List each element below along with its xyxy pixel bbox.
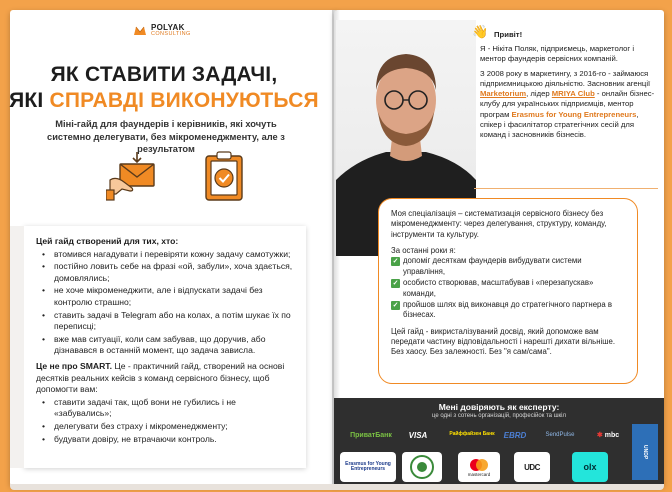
mbc-text: mbc: [604, 431, 620, 439]
list-item: • не хоче мікроменеджити, але і відпускати задачі без контролю страшно;: [36, 285, 294, 308]
erasmus-highlight: Erasmus for Young Entrepreneurs: [511, 109, 637, 119]
raiffeisen-logo: Райффайзен Банк: [449, 431, 495, 438]
list-item: • делегувати без страху і мікроменеджменту;: [36, 421, 294, 433]
check-icon: ✓: [392, 301, 399, 309]
bio-text: , лідер: [526, 89, 552, 99]
specialization-box: [378, 198, 638, 384]
audience-box: [24, 226, 306, 468]
mriya-club-link[interactable]: MRIYA Club: [551, 89, 595, 99]
author-bio: [480, 30, 658, 144]
not-smart-paragraph: [36, 361, 294, 396]
spec-intro: Моя спеціалізація – систематизація сервісного бізнесу без мікроменеджменту: через делегування, структуру, команду, інструменти та культуру.: [391, 209, 607, 239]
page-edge: [10, 484, 664, 490]
hand-envelope-icon: [106, 150, 162, 202]
title-line-2-accent: СПРАВДІ ВИКОНУЮТЬСЯ: [49, 88, 319, 112]
marketorium-link[interactable]: Marketorium: [480, 89, 527, 99]
crown-icon: [133, 24, 147, 38]
list-item: • втомився нагадувати і перевіряти кожну задачу самотужки;: [36, 249, 294, 261]
bio-career: [480, 69, 658, 141]
list-item: • ставить задачі в Telegram або на колах, а потім шукає їх по переписці;: [36, 310, 294, 333]
list-item: • постійно ловить себе на фразі «ой, забули», хоча здається, домовлялись;: [36, 261, 294, 284]
spec-years-heading: За останні роки я:: [391, 246, 456, 256]
privatbank-logo: ПриватБанк: [350, 431, 392, 439]
bio-intro: Я - Нікіта Поляк, підприємець, маркетолог і ментор фаундерів сервісних компаній.: [480, 44, 635, 64]
page-subtitle: Міні-гайд для фаундерів і керівників, які хочуть системно делегувати, без мікроменеджменту, але з результатом: [47, 119, 285, 155]
brand-logo: [133, 24, 191, 38]
mbc-mark-icon: ✱: [596, 432, 603, 439]
clipboard-check-icon: [200, 150, 248, 202]
check-icon: ✓: [392, 258, 399, 266]
waving-hand-icon: 👋: [472, 24, 489, 39]
partners-title: Мені довіряють як експерту:: [438, 402, 560, 412]
not-smart-text: Це - практичний гайд, створений на основі десятків реальних кейсів з команд сервісного бізнесу, щоб допомогти вам:: [36, 360, 285, 395]
list-item: • ставити задачі так, щоб вони не губились і не «забувались»;: [36, 397, 294, 420]
visa-logo: VISA: [408, 430, 428, 440]
list-item: • вже мав ситуації, коли сам забував, що доручив, або дізнавався в останній момент, що задача зависла.: [36, 334, 294, 357]
udc-logo: UDC: [514, 452, 550, 482]
ebrd-logo: EBRD: [503, 430, 527, 440]
check-icon: ✓: [392, 280, 399, 288]
sendpulse-logo: SendPulse: [545, 432, 575, 438]
list-item: • будувати довіру, не втрачаючи контроль.: [36, 434, 294, 446]
list-item: [391, 256, 625, 277]
spec-outro: Цей гайд - викристалізуваний досвід, який допоможе вам передати частину відповідальності і нарешті дихати вільніше. Без хаосу. Без залежності. Без "я сам/сама".: [391, 326, 616, 357]
not-smart-bold: Це не про SMART.: [36, 360, 112, 371]
list-item: [391, 278, 625, 299]
mastercard-circles-icon: [468, 458, 490, 472]
logo-sub: CONSULTING: [151, 31, 191, 38]
audience-list: [36, 249, 294, 357]
bio-greeting: Привіт!: [494, 30, 523, 39]
bio-text: - онлайн бізнес-клубу для українських підприємців, ментор програм: [480, 89, 655, 119]
help-list: [36, 397, 294, 445]
check-text: допоміг десяткам фаундерів вибудувати системи управління,: [403, 256, 582, 276]
erasmus-logo: Erasmus for Young Entrepreneurs: [340, 452, 396, 482]
partners-subtitle: це одні з сотень організацій, професійок та шкіл: [432, 413, 566, 419]
wreath-emblem-icon: [409, 454, 435, 480]
divider: [474, 188, 658, 189]
undp-logo: UNDP: [632, 424, 658, 480]
olx-logo: olx: [572, 452, 608, 482]
mastercard-text: mastercard: [467, 471, 491, 477]
check-text: пройшов шлях від виконавця до стратегічного партнера в бізнесах.: [403, 299, 613, 320]
list-item: [391, 300, 625, 321]
emblem-logo: [402, 452, 442, 482]
title-line-2: [0, 88, 328, 114]
page-title: [0, 62, 328, 113]
audience-heading: Цей гайд створений для тих, хто:: [36, 236, 179, 246]
logo-name: POLYAK: [151, 23, 185, 33]
bio-text: , спікер і фасилітатор стратегічних сесій для команд і засновників бізнесів.: [480, 109, 639, 140]
spec-checklist: [391, 256, 625, 320]
check-text: особисто створював, масштабував і «перезапускав» команди,: [403, 278, 594, 298]
mbc-logo: [590, 428, 626, 442]
mastercard-logo: [458, 452, 500, 482]
title-line-2-plain: ЯКІ: [9, 88, 50, 112]
title-line-1: ЯК СТАВИТИ ЗАДАЧІ,: [50, 63, 278, 86]
bio-text: З 2008 року в маркетингу, з 2016-го - займаюся підприємницькою діяльністю. Засновник агенції: [480, 68, 651, 88]
